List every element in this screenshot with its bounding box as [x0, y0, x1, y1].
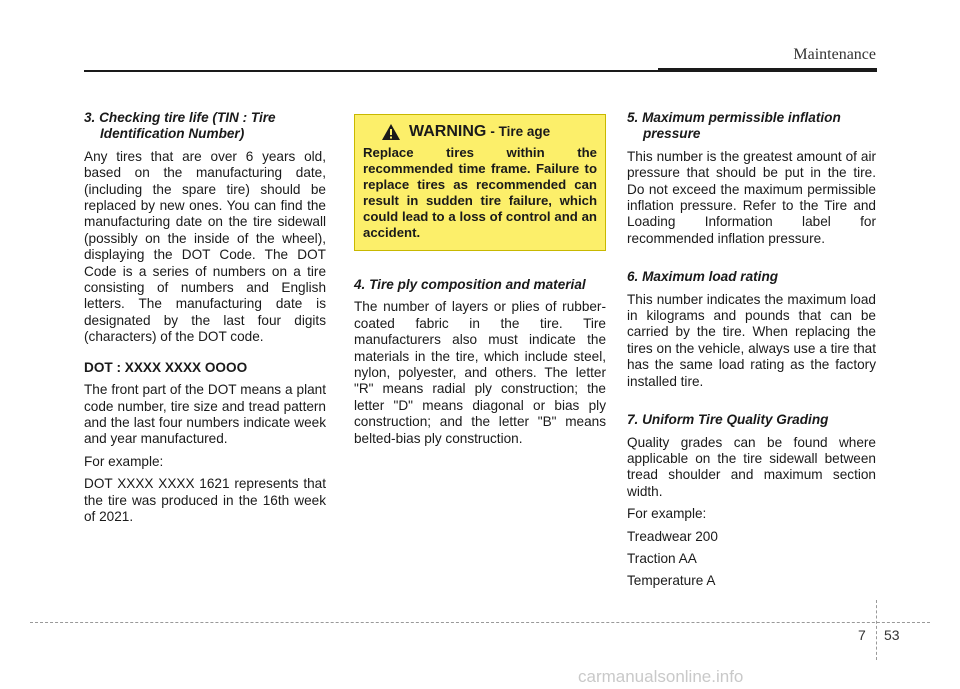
traction-grade: Traction AA — [627, 550, 697, 566]
warning-subtitle: - Tire age — [490, 124, 551, 139]
temperature-grade: Temperature A — [627, 573, 716, 589]
heading-checking-tire-life: 3. Checking tire life (TIN : Tire Identification Number) — [84, 110, 276, 142]
paragraph-max-load-rating: This number indicates the maximum load in kilograms and pounds that can be carried by the tire. When replacing the tires on the vehicle, always use a tire that has the same load rating as the factory installed tire. — [627, 291, 876, 389]
paragraph-ply-composition: The number of layers or plies of rubber-coated fabric in the tire. Tire manufacturers also must indicate the materials in the tire, which include steel, nylon, polyester, and others. The letter "R" means radial ply construction; the letter "D" means diagonal or bias ply construction; and the letter "B" means belted-bias ply construction. — [354, 299, 606, 446]
page-number: 53 — [884, 627, 900, 643]
dot-code-format: DOT : XXXX XXXX OOOO — [84, 359, 248, 375]
warning-header — [363, 123, 597, 141]
heading-uniform-tire-quality: 7. Uniform Tire Quality Grading — [627, 412, 829, 428]
column-3 — [627, 110, 876, 596]
paragraph-max-inflation-pressure: This number is the greatest amount of air pressure that should be put in the tire. Do not exceed the maximum permissible inflation pressure. Refer to the Tire and Loading Information label for recommended inflation pressure. — [627, 148, 876, 246]
paragraph-uniform-tire-quality: Quality grades can be found where applicable on the tire sidewall between tread shoulder and maximum section width. — [627, 434, 876, 499]
heading-ply-composition: 4. Tire ply composition and material — [354, 277, 586, 292]
warning-box — [354, 114, 606, 251]
watermark: carmanualsonline.info — [578, 667, 744, 686]
header-rule-accent — [658, 68, 877, 72]
treadwear-grade: Treadwear 200 — [627, 528, 718, 544]
column-1 — [84, 110, 326, 531]
warning-body: Replace tires within the recommended time frame. Failure to replace tires as recommended can result in sudden tire failure, which could lead to a loss of control and an accident. — [363, 145, 597, 240]
column-2 — [354, 110, 606, 453]
warning-title: WARNING — [409, 123, 487, 140]
chapter-number: 7 — [858, 627, 866, 643]
section-title: Maintenance — [793, 46, 876, 63]
warning-triangle-icon — [381, 123, 401, 141]
paragraph-dot-example: DOT XXXX XXXX 1621 represents that the tire was produced in the 16th week of 2021. — [84, 476, 326, 524]
heading-max-inflation-pressure: 5. Maximum permissible inflation pressure — [627, 110, 841, 142]
footer-divider — [30, 622, 930, 623]
heading-max-load-rating: 6. Maximum load rating — [627, 269, 779, 285]
paragraph-dot-meaning: The front part of the DOT means a plant code number, tire size and tread pattern and the last four numbers indicate week and year manufactured. — [84, 382, 326, 447]
page-number-separator — [876, 600, 877, 660]
for-example-label: For example: — [84, 453, 164, 469]
paragraph-tire-age: Any tires that are over 6 years old, based on the manufacturing date, (including the spare tire) should be replaced by new ones. You can find the manufacturing date on the tire sidewall (possibly on the inside of the wheel), displaying the DOT Code. The DOT Code is a series of numbers on a tire consisting of numbers and English letters. The manufacturing date is designated by the last four digits (characters) of the DOT code. — [84, 148, 326, 345]
for-example-label: For example: — [627, 506, 707, 522]
